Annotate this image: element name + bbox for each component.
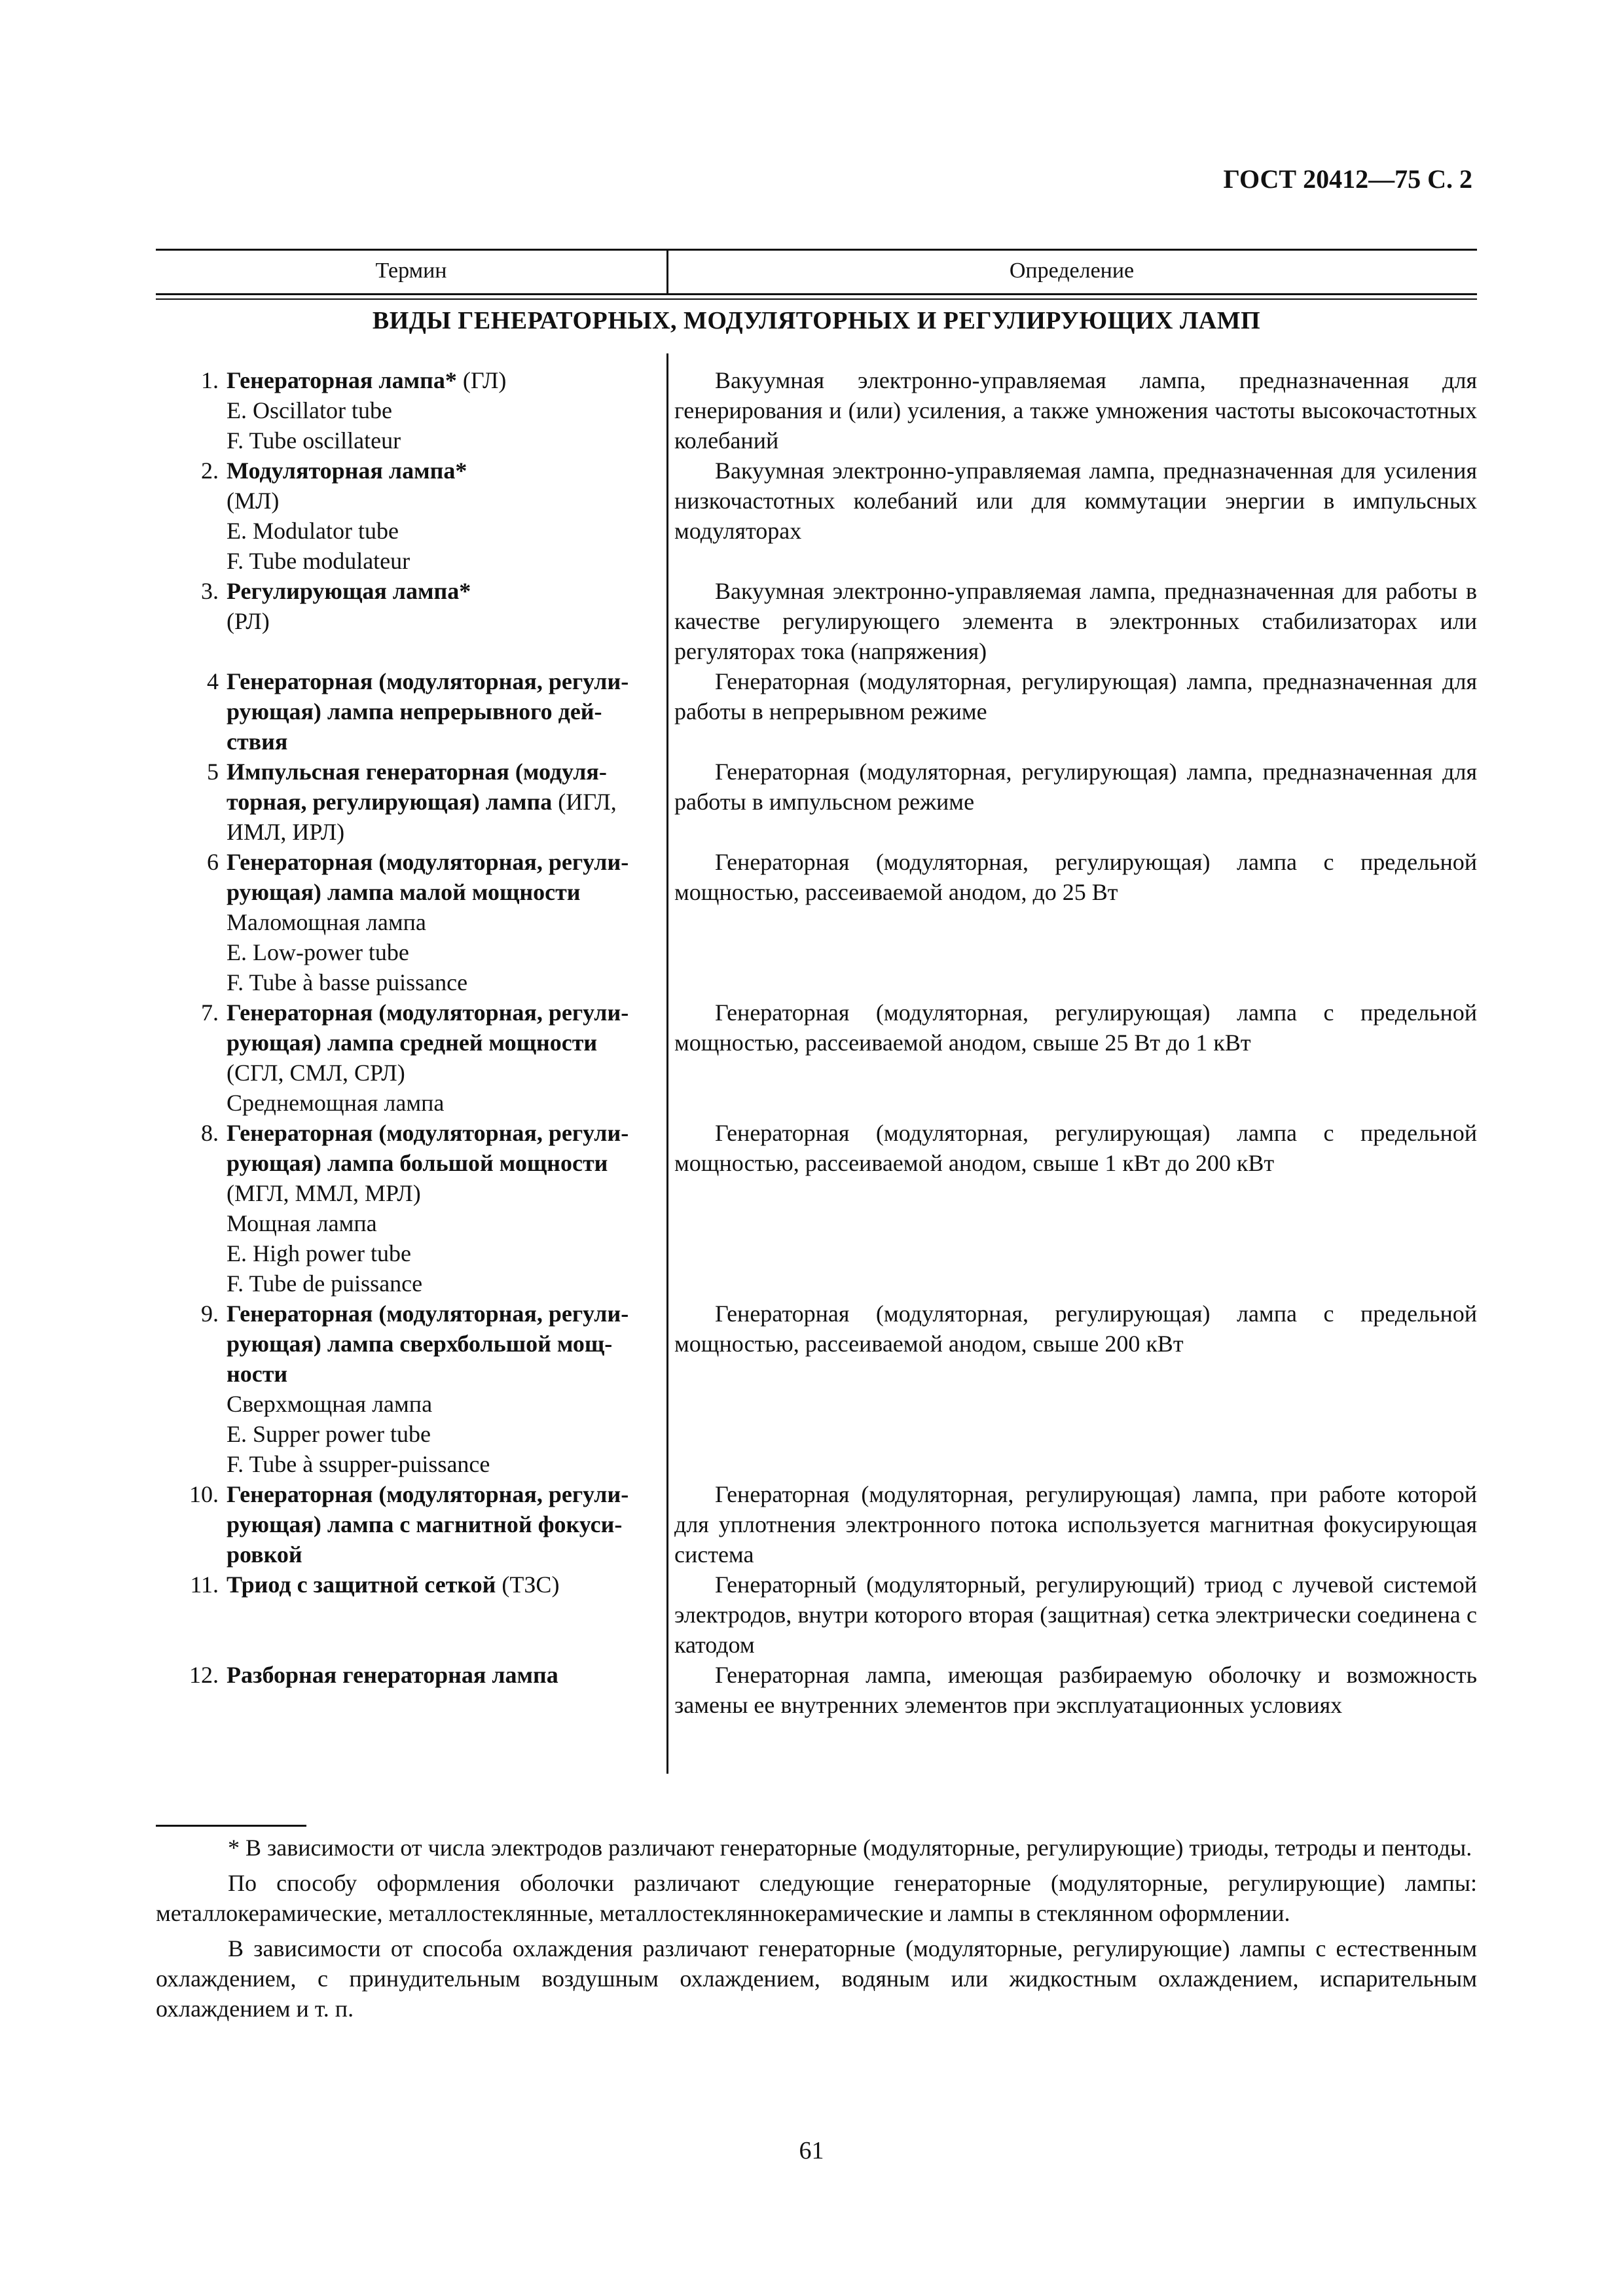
term-entry-9 [156, 1299, 657, 1479]
term-entry-12 [156, 1660, 657, 1690]
term-number: 3. [201, 578, 219, 604]
term-name-cont: торная, регулирующая) лампа [227, 789, 553, 815]
term-name-cont: рующая) лампа непрерывного дей- [227, 698, 602, 725]
footnote-2: По способу оформления оболочки различают следующие генераторные (модуляторные, регулирующие) лампы: металлокерамические, металлостеклянные, металлостекляннокерамические и лампы в стеклянном оформлении. [156, 1870, 1477, 1926]
term-number: 11. [190, 1571, 219, 1598]
term-number: 12. [189, 1662, 219, 1688]
term-entry-10 [156, 1479, 657, 1570]
term-number: 4 [207, 668, 219, 694]
term-number: 5 [207, 759, 219, 785]
column-divider [666, 353, 668, 1774]
term-abbrev: (МЛ) [227, 488, 280, 514]
term-abbrev: (РЛ) [227, 608, 270, 634]
term-entry-6 [156, 847, 657, 997]
document-header: ГОСТ 20412—75 С. 2 [1223, 164, 1472, 194]
term-name: Генераторная (модуляторная, регули- [227, 849, 629, 875]
term-entry-8 [156, 1118, 657, 1299]
term-abbrev: (СГЛ, СМЛ, СРЛ) [227, 1060, 405, 1086]
term-name-cont: рующая) лампа малой мощности [227, 879, 581, 905]
term-english: E. High power tube [227, 1240, 411, 1266]
term-synonym: Среднемощная лампа [227, 1090, 445, 1116]
term-name: Генераторная (модуляторная, регули- [227, 668, 629, 694]
term-name: Генераторная (модуляторная, регули- [227, 1481, 629, 1507]
term-name: Разборная генераторная лампа [227, 1662, 558, 1688]
term-synonym: Маломощная лампа [227, 909, 426, 935]
term-number: 2. [201, 457, 219, 484]
term-abbrev: (МГЛ, ММЛ, МРЛ) [227, 1180, 421, 1206]
term-number: 1. [201, 367, 219, 393]
term-synonym: Сверхмощная лампа [227, 1391, 433, 1417]
term-synonym: Мощная лампа [227, 1210, 377, 1236]
term-name-cont: рующая) лампа большой мощности [227, 1150, 608, 1176]
term-name-cont: рующая) лампа с магнитной фокуси- [227, 1511, 623, 1537]
column-header-definition: Определение [1009, 259, 1135, 283]
footnote-separator [156, 1825, 306, 1827]
term-abbrev-cont: ИМЛ, ИРЛ) [227, 819, 345, 845]
term-entry-2 [156, 456, 657, 576]
term-abbrev: (ГЛ) [456, 367, 507, 393]
term-name-cont: рующая) лампа сверхбольшой мощ- [227, 1331, 613, 1357]
term-entry-7 [156, 997, 657, 1118]
term-number: 9. [201, 1300, 219, 1327]
term-name: Генераторная лампа* [227, 367, 457, 393]
term-name-cont: рующая) лампа средней мощности [227, 1030, 598, 1056]
term-abbrev: (ТЗС) [496, 1571, 560, 1598]
definition-2: Вакуумная электронно-управляемая лампа, предназначенная для усиления низкочастотных колебаний или для коммутации энергии в импульсных модуляторах [674, 457, 1477, 544]
term-english: E. Low-power tube [227, 939, 409, 965]
term-english: E. Supper power tube [227, 1421, 431, 1447]
term-french: F. Tube de puissance [227, 1270, 423, 1297]
term-entry-11 [156, 1570, 657, 1600]
definition-10: Генераторная (модуляторная, регулирующая) лампа, при работе которой для уплотнения электронного потока используется магнитная фокусирующая система [674, 1481, 1477, 1568]
term-number: 6 [207, 849, 219, 875]
term-entry-5 [156, 757, 657, 847]
term-english: E. Modulator tube [227, 518, 399, 544]
definition-12: Генераторная лампа, имеющая разбираемую оболочку и возможность замены ее внутренних элементов при эксплуатационных условиях [674, 1662, 1477, 1718]
definition-11: Генераторный (модуляторный, регулирующий) триод с лучевой системой электродов, внутри которого вторая (защитная) сетка электрически соединена с катодом [674, 1571, 1477, 1658]
definition-5: Генераторная (модуляторная, регулирующая) лампа, предназначенная для работы в импульсном режиме [674, 759, 1477, 815]
footnotes [156, 1833, 1477, 2029]
term-name: Генераторная (модуляторная, регули- [227, 1120, 629, 1146]
term-abbrev: (ИГЛ, [552, 789, 617, 815]
definition-6: Генераторная (модуляторная, регулирующая) лампа с предельной мощностью, рассеиваемой анодом, до 25 Вт [674, 849, 1477, 905]
column-header-term: Термин [375, 259, 447, 283]
term-name-cont: ровкой [227, 1541, 302, 1568]
definition-1: Вакуумная электронно-управляемая лампа, предназначенная для генерирования и (или) усиления, а также умножения частоты высокочастотных колебаний [674, 367, 1477, 454]
term-name: Модуляторная лампа* [227, 457, 467, 484]
term-name: Генераторная (модуляторная, регули- [227, 1300, 629, 1327]
term-french: F. Tube oscillateur [227, 427, 401, 454]
term-entry-3 [156, 576, 657, 636]
table-header [156, 249, 1477, 295]
definition-7: Генераторная (модуляторная, регулирующая) лампа с предельной мощностью, рассеиваемой анодом, свыше 25 Вт до 1 кВт [674, 999, 1477, 1056]
definition-8: Генераторная (модуляторная, регулирующая) лампа с предельной мощностью, рассеиваемой анодом, свыше 1 кВт до 200 кВт [674, 1120, 1477, 1176]
term-name: Триод с защитной сеткой [227, 1571, 496, 1598]
term-entry-1 [156, 365, 657, 456]
definition-9: Генераторная (модуляторная, регулирующая) лампа с предельной мощностью, рассеиваемой анодом, свыше 200 кВт [674, 1300, 1477, 1357]
definition-4: Генераторная (модуляторная, регулирующая) лампа, предназначенная для работы в непрерывном режиме [674, 668, 1477, 725]
term-number: 8. [201, 1120, 219, 1146]
term-french: F. Tube modulateur [227, 548, 410, 574]
term-french: F. Tube à ssupper-puissance [227, 1451, 490, 1477]
definition-3: Вакуумная электронно-управляемая лампа, предназначенная для работы в качестве регулирующего элемента в электронных стабилизаторах или регуляторах тока (напряжения) [674, 578, 1477, 664]
term-french: F. Tube à basse puissance [227, 969, 468, 996]
footnote-3: В зависимости от способа охлаждения различают генераторные (модуляторные, регулирующие) лампы с естественным охлаждением, с принудительным воздушным охлаждением, водяным или жидкостным охлаждением, испарительным охлаждением и т. п. [156, 1935, 1477, 2022]
term-entry-4 [156, 666, 657, 757]
term-number: 10. [189, 1481, 219, 1507]
term-name-cont: ствия [227, 728, 288, 755]
term-name: Генераторная (модуляторная, регули- [227, 999, 629, 1026]
term-english: E. Oscillator tube [227, 397, 392, 423]
term-number: 7. [201, 999, 219, 1026]
page-number: 61 [799, 2137, 824, 2164]
term-name-cont: ности [227, 1361, 288, 1387]
section-title: ВИДЫ ГЕНЕРАТОРНЫХ, МОДУЛЯТОРНЫХ И РЕГУЛИРУЮЩИХ ЛАМП [372, 307, 1261, 334]
footnote-1: * В зависимости от числа электродов различают генераторные (модуляторные, регулирующие) триоды, тетроды и пентоды. [228, 1835, 1472, 1861]
term-name: Импульсная генераторная (модуля- [227, 759, 607, 785]
term-name: Регулирующая лампа* [227, 578, 471, 604]
